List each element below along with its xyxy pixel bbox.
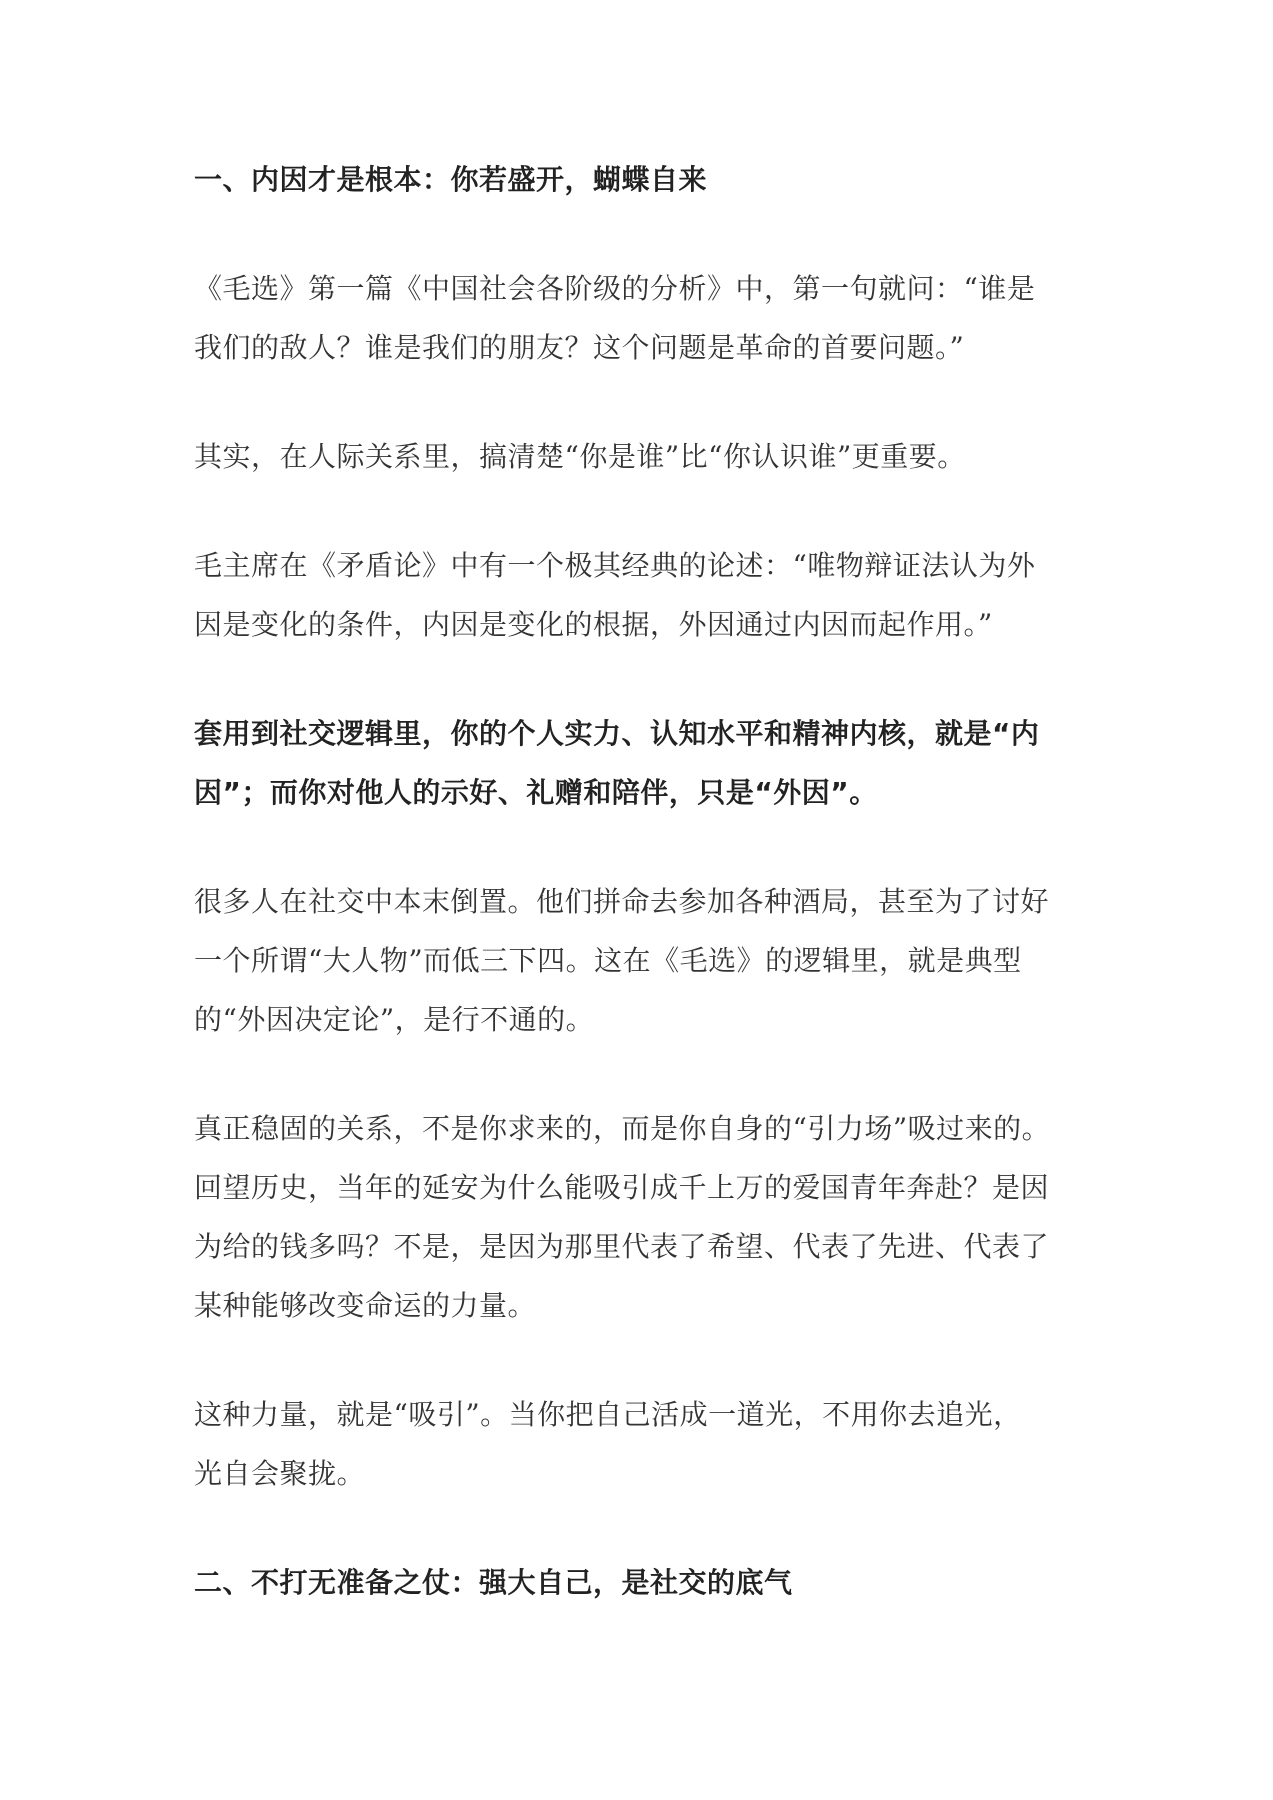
paragraph-line: 因是变化的条件，内因是变化的根据，外因通过内因而起作用。” [194,608,993,641]
paragraph-line: 回望历史，当年的延安为什么能吸引成千上万的爱国青年奔赴？是因 [194,1171,1050,1204]
paragraph-line: 的“外因决定论”，是行不通的。 [194,1003,595,1036]
paragraph-1 [194,259,1084,377]
paragraph-6 [194,1099,1084,1335]
paragraph-line: 某种能够改变命运的力量。 [194,1289,537,1322]
paragraph-line: 《毛选》第一篇《中国社会各阶级的分析》中，第一句就问：“谁是 [194,272,1036,305]
paragraph-line: 真正稳固的关系，不是你求来的，而是你自身的“引力场”吸过来的。 [194,1112,1051,1145]
section-heading-2: 二、不打无准备之仗：强大自己，是社交的底气 [194,1566,793,1599]
paragraph-line: 为给的钱多吗？不是，是因为那里代表了希望、代表了先进、代表了 [194,1230,1050,1263]
paragraph-5 [194,872,1084,1049]
paragraph-line: 光自会聚拢。 [194,1457,366,1490]
paragraph-line: 一个所谓“大人物”而低三下四。这在《毛选》的逻辑里，就是典型 [194,944,1022,977]
paragraph-line: 其实，在人际关系里，搞清楚“你是谁”比“你认识谁”更重要。 [194,440,966,473]
paragraph-7 [194,1385,1084,1503]
paragraph-line: 毛主席在《矛盾论》中有一个极其经典的论述：“唯物辩证法认为外 [194,549,1036,582]
paragraph-line: 套用到社交逻辑里，你的个人实力、认知水平和精神内核，就是“内 [194,717,1040,750]
paragraph-line: 很多人在社交中本末倒置。他们拼命去参加各种酒局，甚至为了讨好 [194,885,1050,918]
section-heading-1: 一、内因才是根本：你若盛开，蝴蝶自来 [194,163,708,196]
paragraph-line: 这种力量，就是“吸引”。当你把自己活成一道光，不用你去追光， [194,1398,1022,1431]
paragraph-line: 我们的敌人？谁是我们的朋友？这个问题是革命的首要问题。” [194,331,965,364]
paragraph-2 [194,427,1084,486]
article-body [194,150,1084,1662]
paragraph-4-bold [194,704,1084,822]
paragraph-3 [194,536,1084,654]
paragraph-line: 因”；而你对他人的示好、礼赠和陪伴，只是“外因”。 [194,776,878,809]
